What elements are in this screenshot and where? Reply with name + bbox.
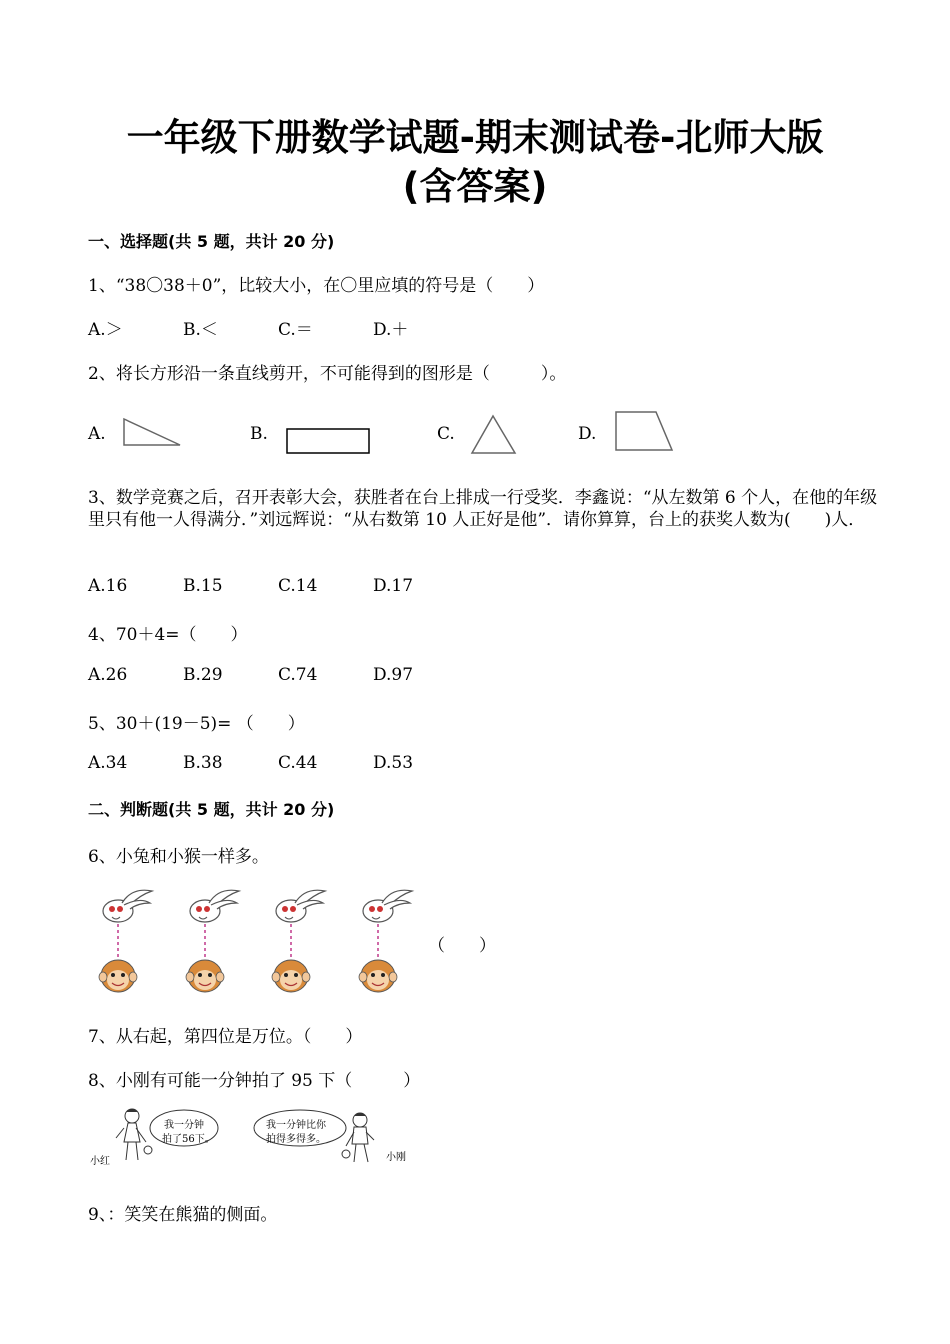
question-9: 9、：笑笑在熊猫的侧面。: [88, 1205, 278, 1225]
question-3: 3、数学竞赛之后，召开表彰大会，获胜者在台上排成一行受奖．李鑫说：“从左数第 6 个人，在他的年级里只有他一人得满分．”刘远辉说：“从右数第 10 人正好是他”．请你算算，台上的获奖人数为( )人．: [88, 488, 878, 530]
bubble-left-line-1: 我一分钟: [164, 1120, 204, 1131]
section-2-heading: 二、判断题(共 5 题，共计 20 分): [88, 800, 335, 819]
rabbits-and-monkeys-figure: [95, 880, 425, 995]
option-d[interactable]: D.: [578, 424, 597, 444]
question-5: 5、30＋(19－5)= （ ）: [88, 714, 305, 734]
option-a[interactable]: A.26: [88, 665, 128, 685]
right-triangle-shape: [120, 415, 184, 449]
option-b[interactable]: B.38: [183, 753, 223, 773]
bubble-right-line-2: 拍得多得多。: [266, 1134, 326, 1145]
question-2: 2、将长方形沿一条直线剪开，不可能得到的图形是（ ）。: [88, 364, 567, 384]
question-1-options: [88, 315, 468, 340]
option-a[interactable]: A.: [88, 424, 106, 444]
option-a[interactable]: A.16: [88, 576, 128, 596]
question-8: 8、小刚有可能一分钟拍了 95 下（ ）: [88, 1071, 421, 1091]
title-line-1: 一年级下册数学试题-期末测试卷-北师大版: [126, 116, 824, 159]
equilateral-triangle-shape: [468, 412, 520, 458]
name-label-left: 小红: [90, 1156, 110, 1167]
question-4-options: [88, 665, 468, 685]
option-a[interactable]: A.34: [88, 753, 128, 773]
option-a[interactable]: A.＞: [88, 320, 123, 340]
section-1-heading: 一、选择题(共 5 题，共计 20 分): [88, 232, 335, 251]
option-d[interactable]: D.＋: [373, 320, 409, 340]
question-4: 4、70＋4=（ ）: [88, 625, 248, 645]
question-7: 7、从右起，第四位是万位。（ ）: [88, 1027, 363, 1047]
question-6: 6、小兔和小猴一样多。: [88, 847, 269, 867]
option-c[interactable]: C.14: [278, 576, 318, 596]
title-line-2: (含答案): [402, 165, 548, 208]
question-1: 1、“38〇38＋0”，比较大小，在〇里应填的符号是（ ）: [88, 276, 545, 296]
question-5-options: [88, 753, 468, 773]
bubble-left-line-2: 拍了56下。: [162, 1134, 215, 1145]
option-b[interactable]: B.＜: [183, 320, 218, 340]
option-b[interactable]: B.29: [183, 665, 223, 685]
trapezoid-shape: [610, 408, 676, 454]
option-d[interactable]: D.53: [373, 753, 414, 773]
rectangle-shape: [285, 425, 373, 457]
option-c[interactable]: C.74: [278, 665, 318, 685]
option-b[interactable]: B.15: [183, 576, 223, 596]
option-c[interactable]: C.: [437, 424, 455, 444]
name-label-right: 小刚: [386, 1152, 406, 1163]
question-6-answer-blank[interactable]: （ ）: [428, 936, 496, 956]
option-d[interactable]: D.97: [373, 665, 414, 685]
kids-dialogue-figure: [88, 1106, 418, 1168]
option-c[interactable]: C.＝: [278, 320, 313, 340]
question-3-options: [88, 576, 468, 596]
option-d[interactable]: D.17: [373, 576, 414, 596]
option-c[interactable]: C.44: [278, 753, 318, 773]
bubble-right-line-1: 我一分钟比你: [266, 1120, 326, 1131]
option-b[interactable]: B.: [250, 424, 268, 444]
